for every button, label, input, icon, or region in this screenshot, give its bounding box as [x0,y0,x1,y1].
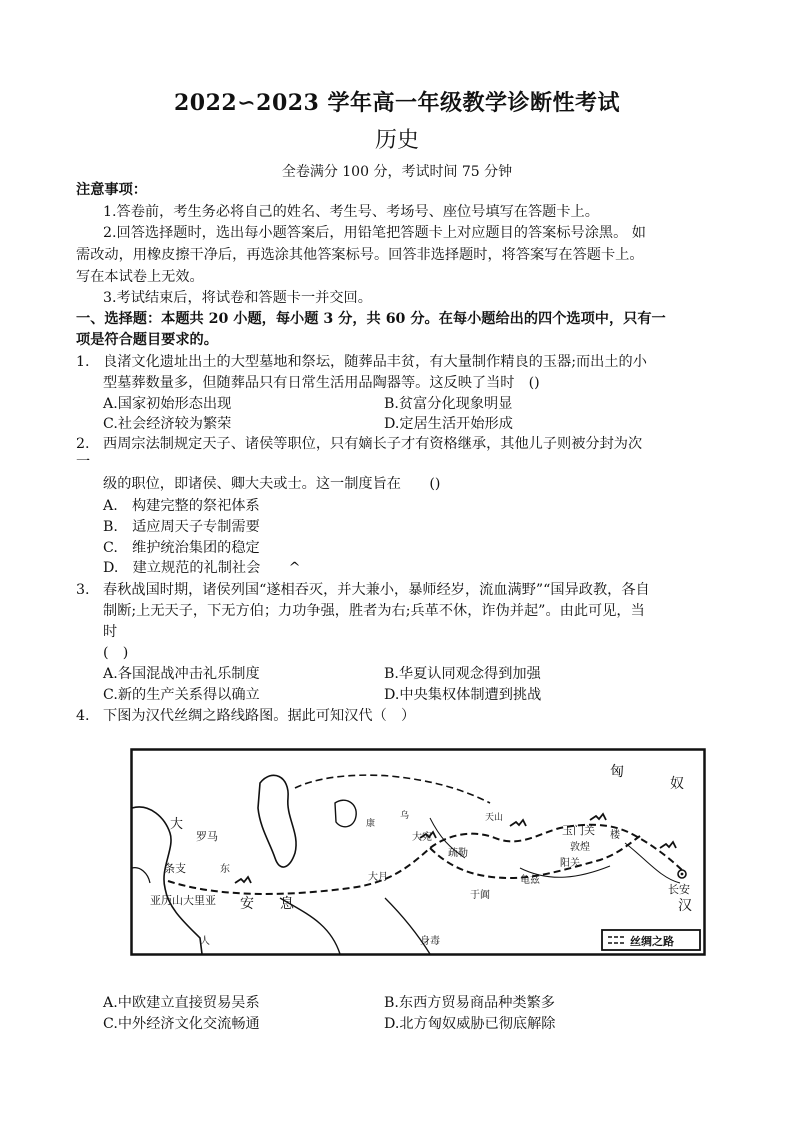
section-heading-line-2: 项是符合题目要求的。 [76,332,218,348]
map-label-tiaozhi: 条支 [164,862,186,875]
notice-line-4: 写在本试卷上无效。 [76,269,204,285]
notice-line-3: 需改动，用橡皮擦干净后，再选涂其他答案标号。回答非选择题时，将答案写在答题卡上。 [76,247,644,263]
changan-marker-dot [681,873,684,876]
q3-option-c: C.新的生产关系得以确立 [103,687,260,703]
map-label-changan: 长安 [668,883,690,896]
q2-option-b: B. 适应周天子专制需要 [103,519,260,535]
q1-option-a: A.国家初始形态出现 [103,396,232,412]
q4-option-b: B.东西方贸易商品种类繁多 [384,995,555,1011]
q3-stem-line-3: 时 [103,624,118,640]
q3-option-a: A.各国混战冲击礼乐制度 [103,666,260,682]
map-label-yutian: 于阗 [470,890,490,901]
q1-stem-line-1: 良渚文化遗址出土的大型墓地和祭坛，随葬品丰贫，有大量制作精良的玉器;而出土的小 [103,354,647,370]
q3-stem-line-2: 制断;上无天子，下无方伯；力功争强，胜者为右;兵革不休，诈伪并起”。由此可见，当 [103,603,645,619]
aral-sea [335,800,356,827]
q2-option-c: C. 维护统治集团的稳定 [103,540,260,556]
q4-option-a: A.中欧建立直接贸易吴系 [103,995,260,1011]
q4-option-d: D.北方匈奴威胁已彻底解除 [384,1016,556,1032]
notice-line-1: 1.答卷前，考生务必将自己的姓名、考生号、考场号、座位号填写在答题卡上。 [103,204,599,220]
notice-line-2: 2.回答选择题时，选出每小题答案后，用铅笔把答题卡上对应题目的答案标号涂黑。 如 [103,225,646,241]
map-legend-label: 丝绸之路 [630,935,674,948]
map-label-ren: 人 [200,936,210,947]
q3-number: 3. [76,582,90,598]
subject-title: 历史 [374,128,419,153]
map-label-kangju: 康 [366,819,376,829]
silk-road-map [130,748,706,956]
q3-answer-paren: ( ) [103,645,129,661]
map-label-da: 大 [170,817,184,832]
map-label-dong: 东 [220,864,230,875]
map-label-xiongnu-2: 奴 [670,776,684,792]
q3-option-d: D.中央集权体制遭到挑战 [384,687,542,703]
q2-stem-line-1: 西周宗法制规定天子、诸侯等职位，只有嫡长子才有资格继承，其他儿子则被分封为次 [103,436,643,452]
map-label-yangguan: 阳关 [560,858,580,869]
map-label-shule: 疏勒 [448,848,468,859]
q4-option-c: C.中外经济文化交流畅通 [103,1016,260,1032]
exam-title: 2022∽2023 学年高一年级教学诊断性考试 [173,90,621,116]
q2-stem-line-2: 一 [76,454,91,470]
map-label-qiuci: 龟兹 [520,875,540,886]
map-label-anxi-1: 安 [240,896,254,912]
section-heading-line-1: 一、选择题：本题共 20 小题，每小题 3 分，共 60 分。在每小题给出的四个选项中，只有一 [76,311,666,327]
q1-option-b: B.贫富分化现象明显 [384,396,513,412]
map-label-wusun: 乌 [400,811,410,821]
q2-number: 2. [76,436,90,452]
map-label-luoma: 罗马 [196,830,218,843]
q2-stem-line-3: 级的职位，即诸侯、卿大夫或士。这一制度旨在 () [103,476,441,492]
q1-stem-line-2: 型墓葬数量多，但随葬品只有日常生活用品陶器等。这反映了当时 () [103,375,540,391]
q2-option-d: D. 建立规范的礼制社会 ^ [103,560,301,576]
q3-option-b: B.华夏认同观念得到加强 [384,666,541,682]
map-label-yumenguan: 玉门关 [562,824,595,837]
q4-number: 4. [76,708,90,724]
q4-stem-line-1: 下图为汉代丝绸之路线路图。据此可知汉代（ ） [103,708,416,724]
map-label-han: 汉 [678,898,692,914]
q1-option-d: D.定居生活开始形成 [384,416,513,432]
q1-option-c: C.社会经济较为繁荣 [103,416,232,432]
map-label-alexandria: 亚历山大里亚 [150,894,216,907]
map-label-tianshan: 天山 [485,813,504,823]
map-label-anxi-2: 息 [280,896,294,912]
score-time-line: 全卷满分 100 分，考试时间 75 分钟 [281,164,513,180]
map-label-lou: 楼 [610,830,620,841]
q1-number: 1. [76,354,90,370]
map-label-shendu: 身毒 [420,936,440,947]
notice-line-5: 3.考试结束后，将试卷和答题卡一并交回。 [103,290,372,306]
notice-heading: 注意事项： [76,182,147,198]
q3-stem-line-1: 春秋战国时期，诸侯列国“遂相吞灭，并大兼小，暴师经岁，流血满野”“国异政教，各自 [103,582,650,598]
map-label-dunhuang: 敦煌 [570,842,590,853]
map-label-xiongnu-1: 匈 [610,764,624,780]
map-label-dayuan: 大宛 [412,832,432,843]
map-label-dayue: 大月 [368,872,388,883]
q2-option-a: A. 构建完整的祭祀体系 [103,498,260,514]
